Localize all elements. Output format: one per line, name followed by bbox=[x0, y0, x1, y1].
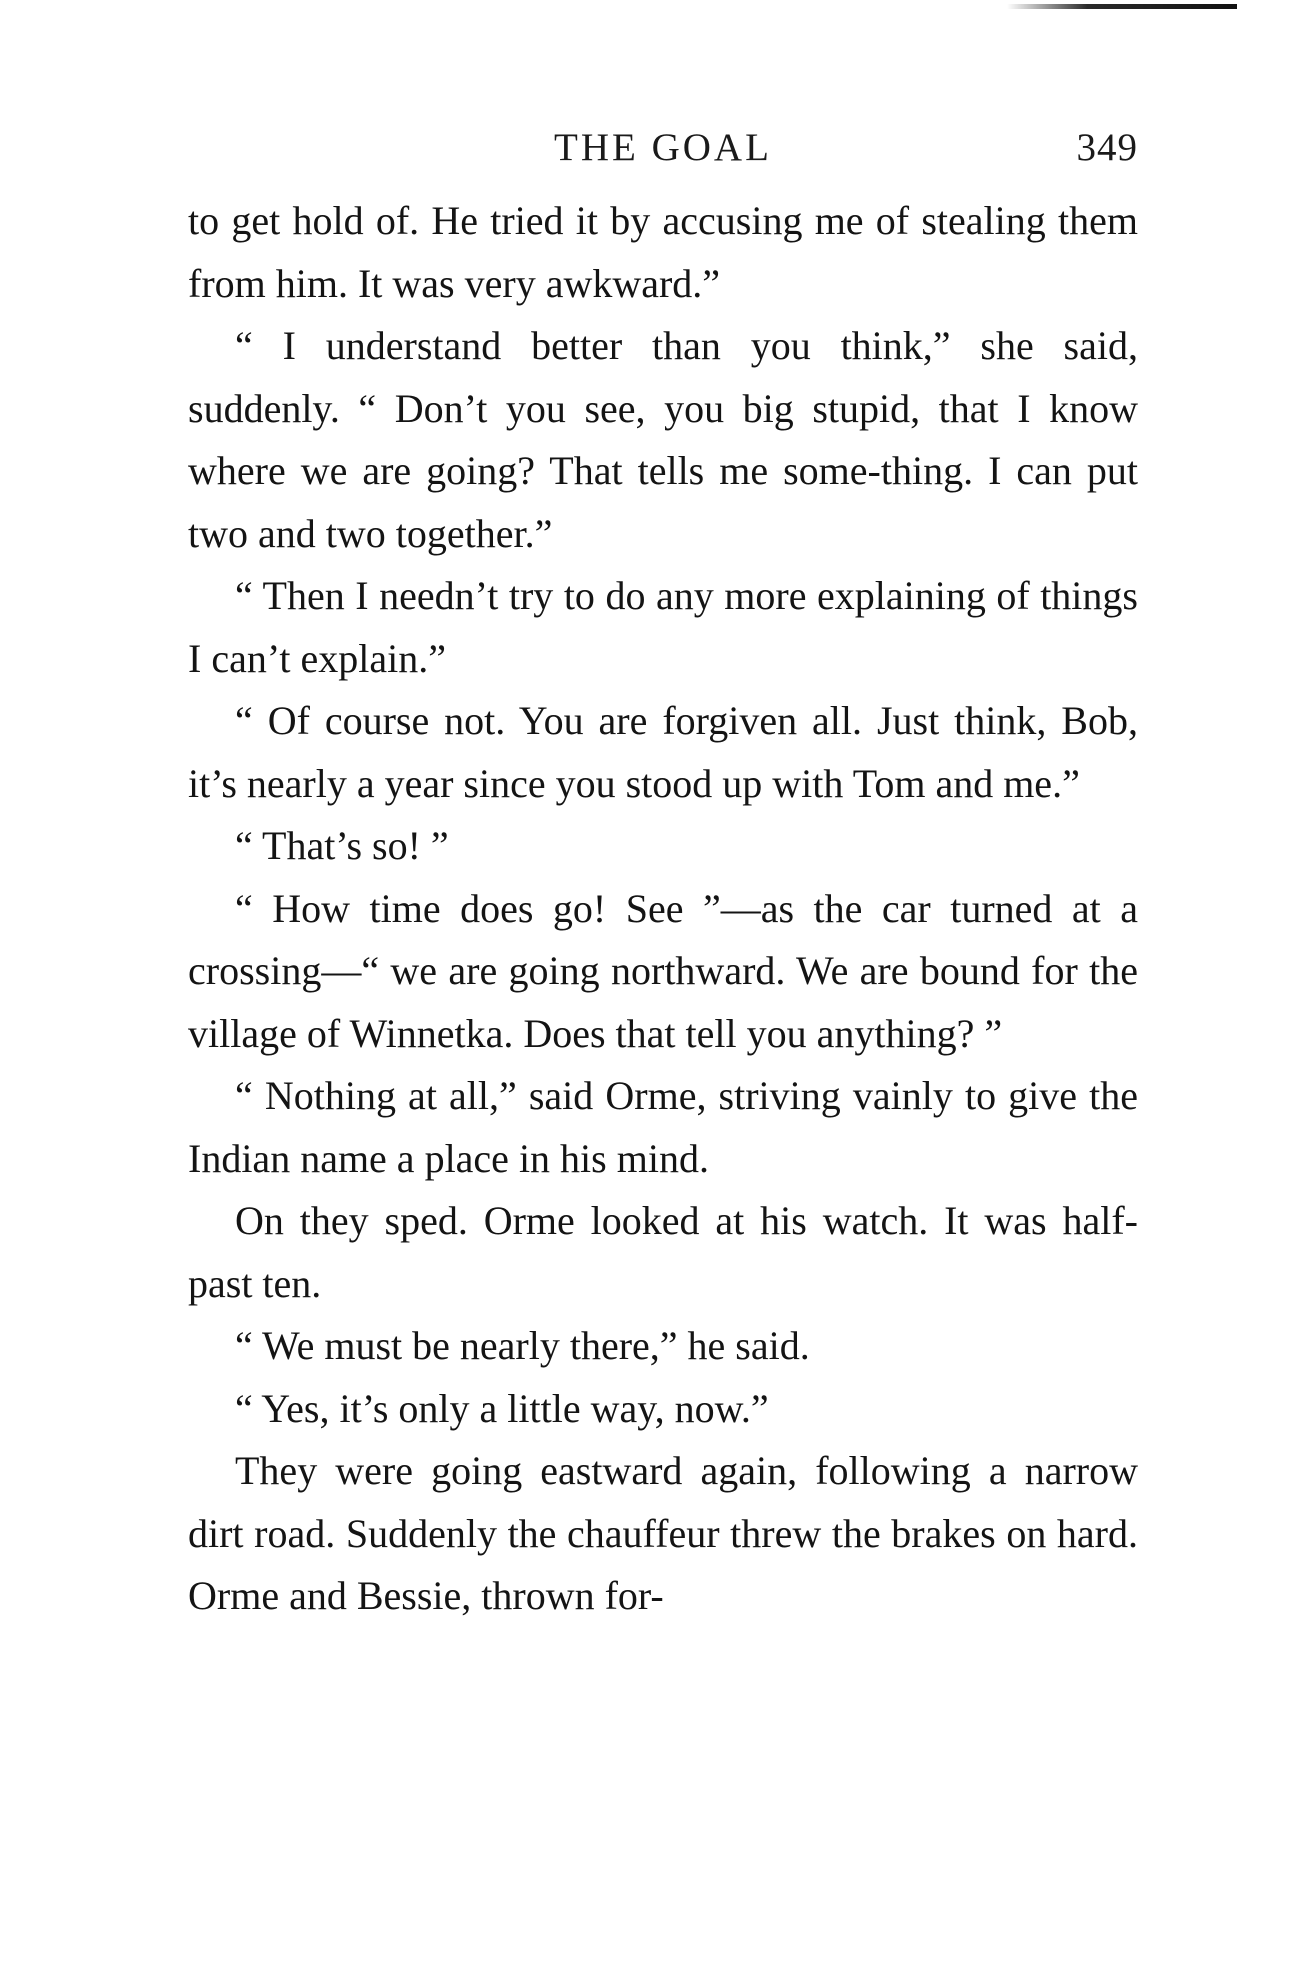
paragraph: “ That’s so! ” bbox=[235, 823, 449, 868]
paragraph: “ Yes, it’s only a little way, now.” bbox=[235, 1385, 769, 1431]
page-header bbox=[188, 125, 1138, 175]
body-text bbox=[188, 190, 1138, 1628]
paragraph: to get hold of. He tried it by accusing me of stealing them from him. It was very awkward.” bbox=[188, 198, 1138, 306]
paragraph: “ We must be nearly there,” he said. bbox=[235, 1323, 810, 1368]
scan-edge-rule bbox=[1007, 4, 1237, 9]
paragraph: “ Nothing at all,” said Orme, striving vainly to give the Indian name a place in his mind. bbox=[188, 1073, 1138, 1181]
paragraph: They were going eastward again, following a narrow dirt road. Suddenly the chauffeur threw the brakes on hard. Orme and Bessie, thrown for- bbox=[188, 1448, 1138, 1618]
paragraph: On they sped. Orme looked at his watch. It was half-past ten. bbox=[188, 1198, 1138, 1306]
running-title: THE GOAL bbox=[554, 126, 772, 169]
paragraph: “ I understand better than you think,” she said, suddenly. “ Don’t you see, you big stupid, that I know where we are going? That tells me some-thing. I can put two and two together.” bbox=[188, 323, 1138, 556]
paragraph: “ How time does go! See ”—as the car turned at a crossing—“ we are going northward. We are bound for the village of Winnetka. Does that tell you anything? ” bbox=[188, 885, 1138, 1056]
page-number: 349 bbox=[1076, 126, 1138, 169]
paragraph: “ Then I needn’t try to do any more explaining of things I can’t explain.” bbox=[188, 573, 1138, 681]
paragraph: “ Of course not. You are forgiven all. Just think, Bob, it’s nearly a year since you stood up with Tom and me.” bbox=[188, 698, 1138, 806]
